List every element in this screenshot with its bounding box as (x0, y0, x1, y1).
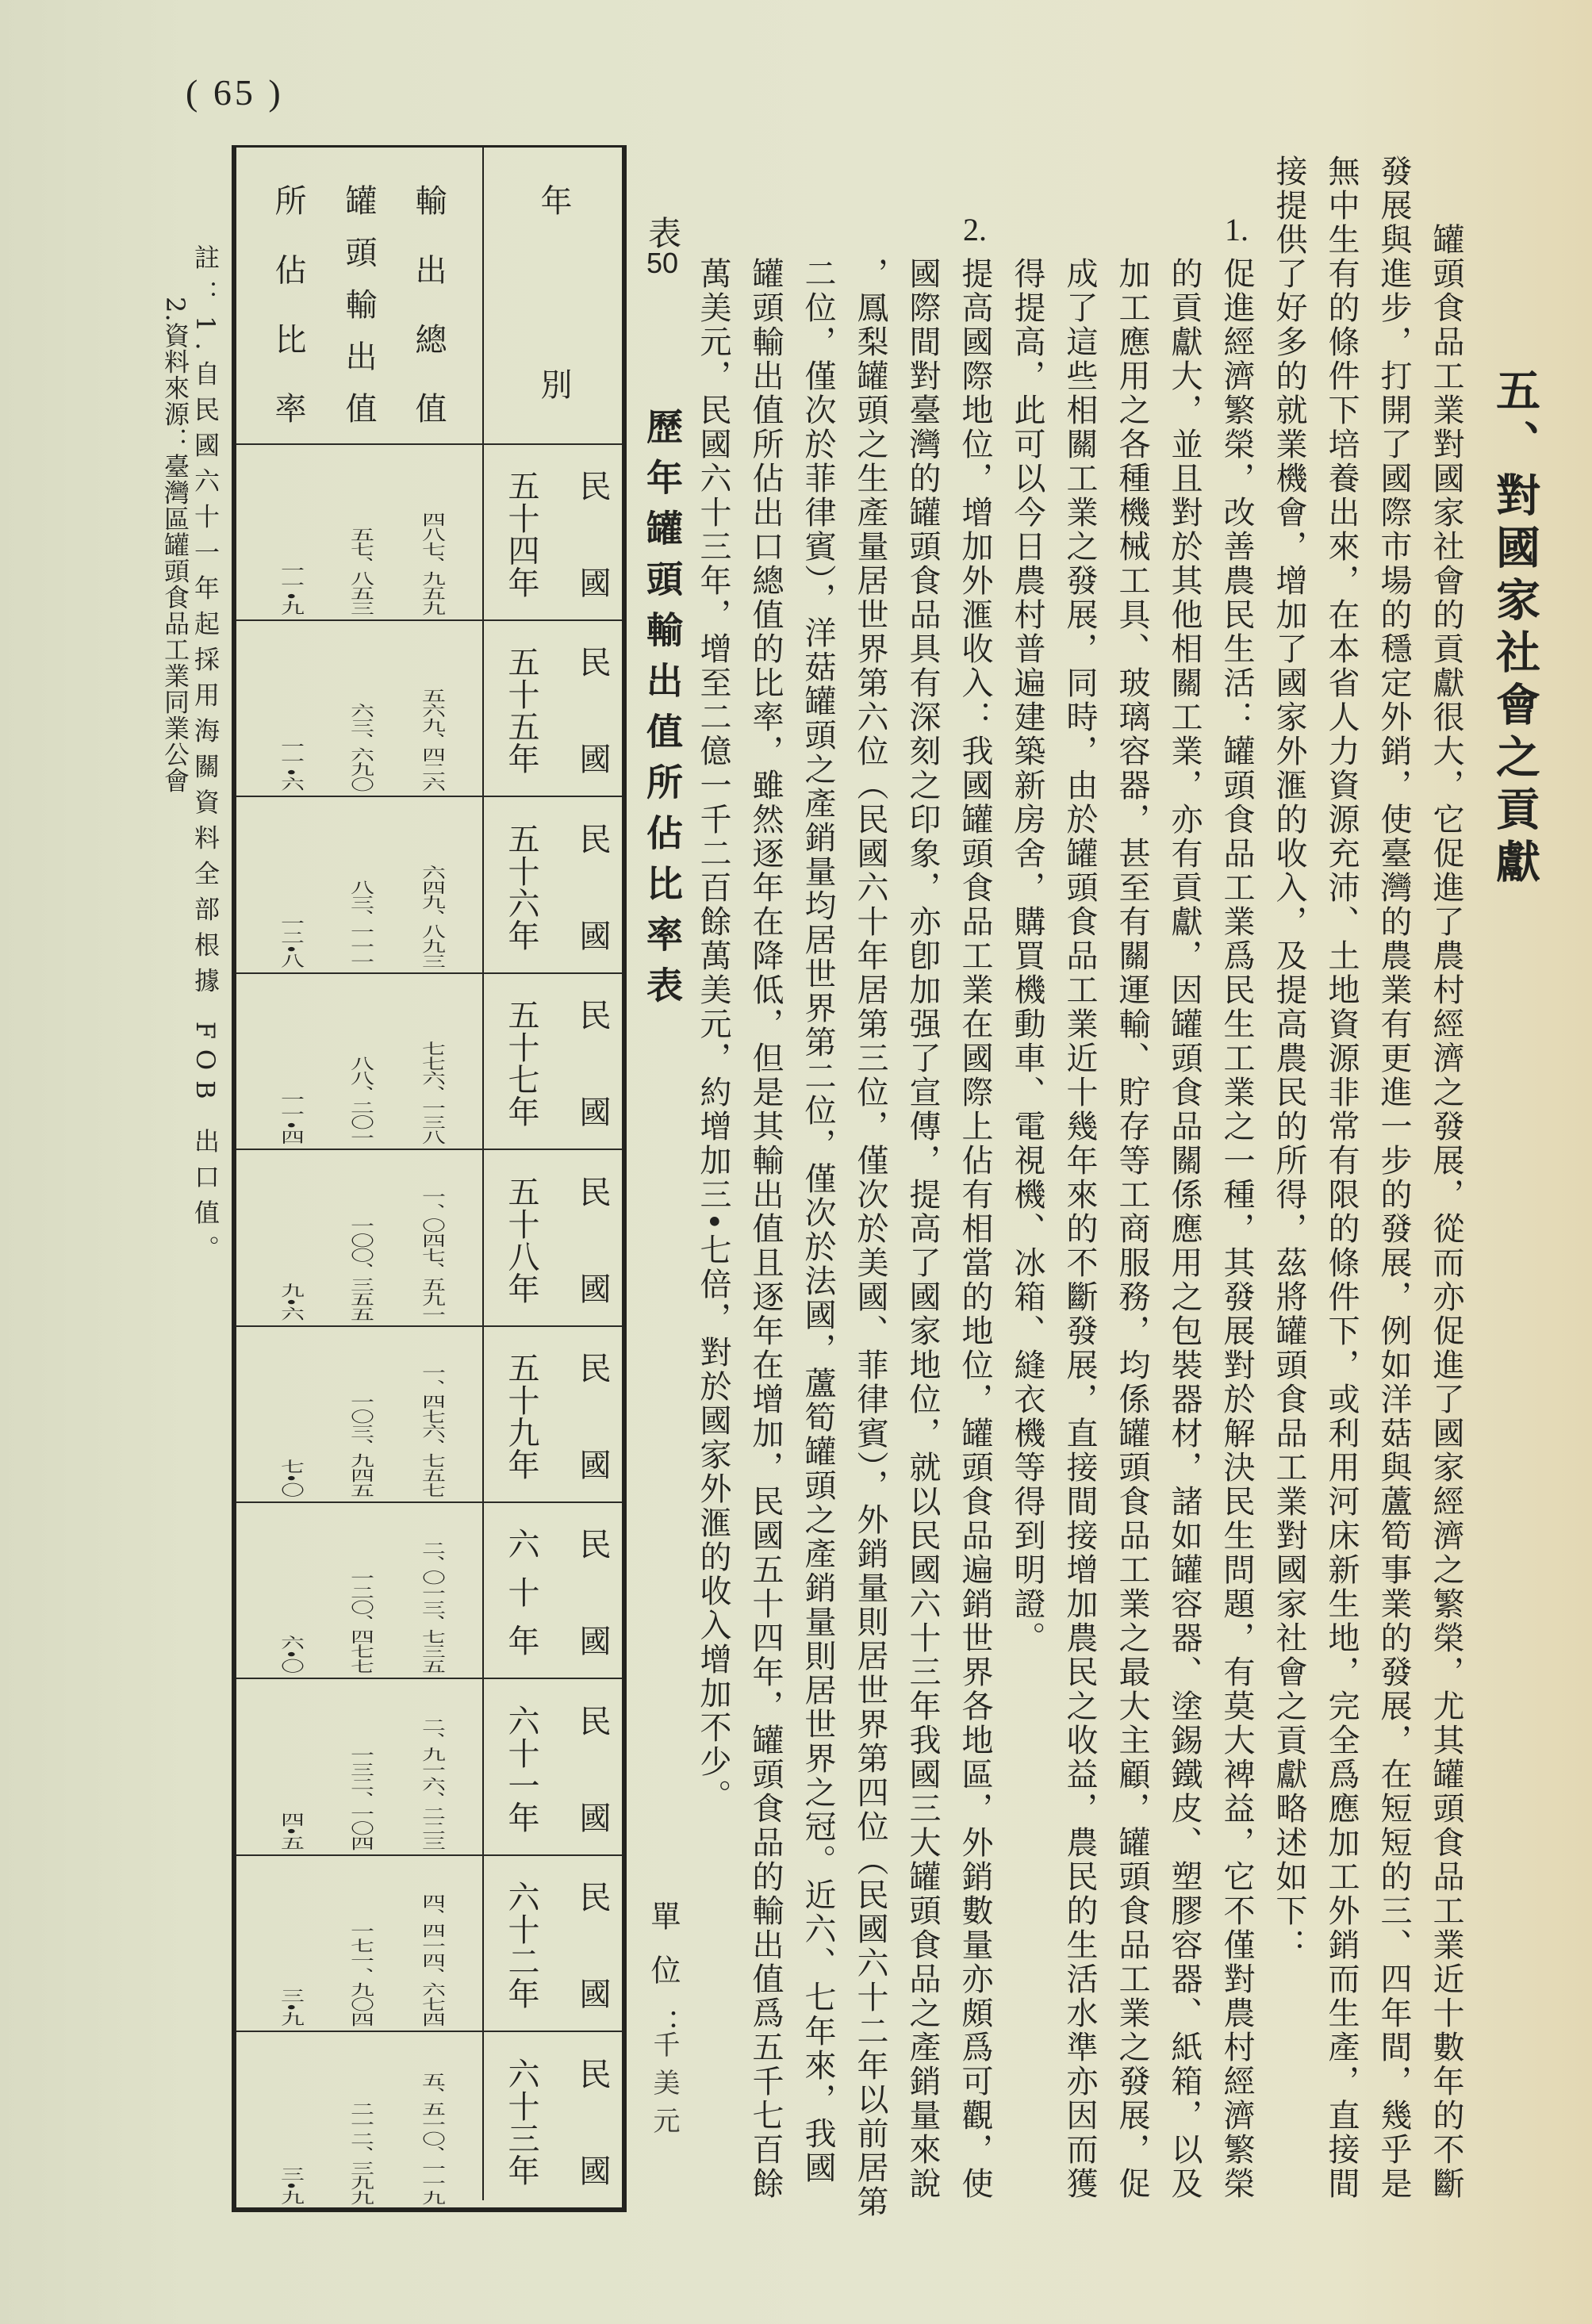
table-row (236, 1327, 622, 1503)
share-value: 七•〇 (276, 1459, 304, 1498)
share-value: 六•〇 (276, 1635, 304, 1674)
item-1-column: 成了這些相關工業之發展，同時，由於罐頭食品工業近十幾年來的不斷發展，直接間接增加農民之收益，農民的生活水準亦因而獲 (1061, 257, 1098, 2201)
total-export-value: 一、〇四七、五九一 (417, 1188, 445, 1321)
canned-export-value: 一〇〇、三五五 (346, 1218, 374, 1321)
footnote-1: 註：1.自民國六十一年起採用海關資料全部根據 FOB 出口值。 (190, 244, 221, 1271)
total-export-value: 二、九一六、二二三 (417, 1717, 445, 1850)
table-caption-prefix: 表 (643, 216, 682, 249)
year-number: 六十年 (503, 1528, 539, 1656)
canned-export-value: 一七一、九〇四 (346, 1923, 374, 2027)
share-value: 一二•八 (276, 915, 304, 968)
canned-export-value: 一三二、一〇四 (346, 1747, 374, 1850)
item-2-column: 國際間對臺灣的罐頭食品具有深刻之印象，亦卽加强了宣傳，提高了國家地位，就以民國六十三年我國三大罐頭食品之產銷量來說 (904, 257, 941, 2201)
table-row (236, 445, 622, 621)
year-number: 六十二年 (503, 1881, 539, 2009)
year-era: 民國 (574, 2057, 611, 2186)
total-export-value: 四八七、九五九 (417, 512, 445, 616)
share-value: 四•五 (276, 1812, 304, 1850)
item-2-column: 萬美元，民國六十三年，增至二億一千二百餘萬美元，約增加三•七倍，對於國家外滙的收入增加不少。 (695, 257, 731, 1813)
item-1-column: 得提高，此可以今日農村普遍建築新房舍，購買機動車、電視機、冰箱、縫衣機等得到明證。 (1009, 257, 1045, 1655)
page-number: ( 65 ) (186, 72, 284, 113)
table-caption-number: 50 (646, 247, 679, 279)
intro-paragraph-column: 罐頭食品工業對國家社會的貢獻很大，它促進了農村經濟之發展，從而亦促進了國家經濟之繁榮，尤其罐頭食品工業近十數年的不斷 (1428, 223, 1464, 2201)
total-export-value: 五、五一〇、一一九 (417, 2072, 445, 2205)
table-header-year: 年別 (535, 184, 572, 400)
table-row (236, 2033, 622, 2209)
share-value: 九•六 (276, 1283, 304, 1321)
table-row (236, 1680, 622, 1856)
canned-export-value: 六三、六九〇 (346, 703, 374, 792)
intro-paragraph-column: 無中生有的條件下培養出來，在本省人力資源充沛、土地資源非常有限的條件下，或利用河床新生地，完全爲應加工外銷而生產，直接間 (1323, 155, 1360, 2201)
year-number: 五十七年 (503, 999, 539, 1127)
canned-export-value: 一二〇、四七七 (346, 1570, 374, 1674)
total-export-value: 五六九、四二六 (417, 688, 445, 792)
year-era: 民國 (574, 646, 611, 774)
year-era: 民國 (574, 823, 611, 951)
year-number: 六十一年 (503, 1705, 539, 1833)
table-row (236, 974, 622, 1150)
item-2-column: 提高國際地位，增加外滙收入：我國罐頭食品工業在國際上佔有相當的地位，罐頭食品遍銷世界各地區，外銷數量亦頗爲可觀，使 (957, 257, 993, 2201)
total-export-value: 二、〇一三、七三五 (417, 1540, 445, 1674)
year-number: 五十六年 (503, 823, 539, 951)
share-value: 一一•四 (276, 1091, 304, 1145)
item-1-marker: 1. (1225, 212, 1249, 247)
table-header-total-export: 輸出總值 (410, 184, 447, 424)
table-header-share: 所佔比率 (270, 184, 306, 424)
table-row (236, 1503, 622, 1679)
share-value: 三•九 (276, 2166, 304, 2205)
year-number: 六十三年 (503, 2057, 539, 2186)
total-export-value: 四、四一四、六七四 (417, 1893, 445, 2027)
item-1-column: 加工應用之各種機械工具、玻璃容器，甚至有關運輸、貯存等工商服務，均係罐頭食品工業之最大主顧，罐頭食品工業之發展，促 (1114, 257, 1150, 2201)
year-era: 民國 (574, 1705, 611, 1833)
table-row (236, 1151, 622, 1327)
year-number: 五十八年 (503, 1175, 539, 1304)
table-row (236, 621, 622, 797)
year-era: 民國 (574, 1528, 611, 1656)
year-era: 民國 (574, 1175, 611, 1304)
item-1-column: 的貢獻大，並且對於其他相關工業，亦有貢獻，因罐頭食品關係應用之包裝器材，諸如罐容器、塗錫鐵皮、塑膠容器、紙箱，以及 (1166, 257, 1203, 2201)
year-era: 民國 (574, 1881, 611, 2009)
canned-export-value: 八八、二〇一 (346, 1056, 374, 1145)
item-2-marker: 2. (963, 212, 987, 247)
table-right-border (622, 145, 627, 2212)
year-number: 五十九年 (503, 1352, 539, 1480)
share-value: 一一•九 (276, 562, 304, 616)
canned-export-value: 一〇三、九四五 (346, 1394, 374, 1498)
total-export-value: 一、四七六、七五七 (417, 1364, 445, 1498)
year-number: 五十四年 (503, 470, 539, 598)
canned-export-value: 二一二、三九九 (346, 2101, 374, 2205)
table-row (236, 1856, 622, 2032)
item-2-column: ，鳳梨罐頭之生產量居世界第六位（民國六十年居第三位，僅次於美國、菲律賓），外銷量則居世界第四位（民國六十二年以前居第 (852, 257, 888, 2219)
item-2-column: 罐頭輸出值所佔出口總值的比率，雖然逐年在降低，但是其輸出值且逐年在增加，民國五十四年，罐頭食品的輸出值爲五千七百餘 (747, 257, 784, 2201)
table-unit-label: 單位： (646, 1900, 681, 2062)
section-title: 五、對國家社會之貢獻 (1489, 367, 1541, 891)
share-value: 一一•六 (276, 738, 304, 792)
canned-export-value: 五七、八五三 (346, 527, 374, 616)
item-1-column: 促進經濟繁榮，改善農民生活：罐頭食品工業爲民生工業之一種，其發展對於解決民生問題，有莫大裨益，它不僅對農村經濟繁榮 (1218, 257, 1255, 2201)
year-era: 民國 (574, 1352, 611, 1480)
intro-paragraph-column: 接提供了好多的就業機會，增加了國家外滙的收入，及提高農民的所得，茲將罐頭食品工業對國家社會之貢獻略述如下： (1271, 155, 1307, 1962)
year-era: 民國 (574, 470, 611, 598)
item-2-column: 二位，僅次於菲律賓），洋菇罐頭之產銷量均居世界第二位，僅次於法國，蘆筍罐頭之產銷量則居世界之冠。近六、七年來，我國 (800, 257, 836, 2185)
year-era: 民國 (574, 999, 611, 1127)
table-caption-title: 歷年罐頭輸出值所佔比率表 (641, 408, 684, 1017)
table-header-canned-export: 罐頭輸出值 (340, 184, 377, 424)
year-number: 五十五年 (503, 646, 539, 774)
total-export-value: 六四九、八九三 (417, 865, 445, 968)
table-header (236, 148, 622, 445)
footnote-2: 2.資料來源：臺灣區罐頭食品工業同業公會 (160, 297, 190, 794)
table-unit-value: 千美元 (648, 2031, 680, 2145)
intro-paragraph-column: 發展與進步，打開了國際市場的穩定外銷，使臺灣的農業有更進一步的發展，例如洋菇與蘆筍事業的發展，在短短的三、四年間，幾乎是 (1375, 155, 1412, 2201)
canned-export-value: 八三、一一一 (346, 880, 374, 968)
total-export-value: 七七六、一三八 (417, 1041, 445, 1145)
share-value: 三•九 (276, 1988, 304, 2027)
table-row (236, 798, 622, 974)
